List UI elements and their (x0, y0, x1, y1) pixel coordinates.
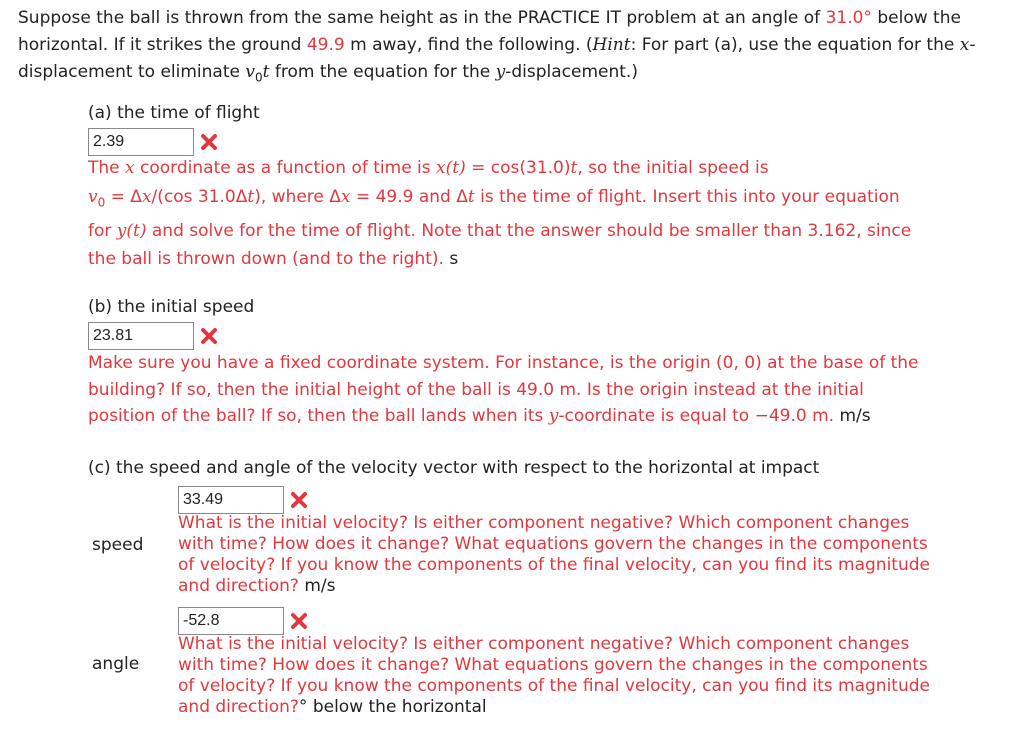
math-var: x (340, 187, 351, 207)
fb-text: Make sure you have a fixed coordinate system. For instance, is the origin (0, 0) at the base of the (88, 353, 919, 373)
fb-text: -coordinate is equal to −49.0 m. (558, 406, 835, 426)
speed-row (88, 486, 988, 596)
math-var: x (141, 187, 152, 207)
question-part: -displacement to eliminate (18, 35, 976, 82)
hint-word: Hint (592, 35, 631, 55)
fb-text: and direction? (178, 697, 299, 717)
x-mark-icon (290, 491, 308, 509)
question-part: from the equation for the (269, 62, 496, 82)
fb-text: ), where Δ (254, 187, 341, 207)
question-part: : For part (a), use the equation for the (630, 35, 960, 55)
math-var: x (125, 158, 135, 178)
fb-text: coordinate as a function of time is (134, 158, 437, 178)
fb-text: is the time of flight. Insert this into your equation (474, 187, 900, 207)
part-a-label: (a) the time of flight (88, 103, 260, 123)
part-c (88, 455, 988, 481)
fb-text: , so the initial speed is (577, 158, 769, 178)
question-part: Suppose the ball is thrown from the same height as in the PRACTICE IT problem at an angle of (18, 8, 826, 28)
math-var: v (245, 62, 255, 82)
math-sub: 0 (254, 70, 263, 85)
math-var: t (247, 187, 255, 207)
unit-label: s (443, 249, 459, 270)
fb-text: building? If so, then the initial height of the ball is 49.0 m. Is the origin instead at the initial (88, 379, 864, 400)
angle-feedback (178, 634, 958, 718)
fb-text: of velocity? If you know the components of the final velocity, can you find its magnitude (178, 555, 930, 575)
part-b-label: (b) the initial speed (88, 297, 255, 317)
unit-label: m/s (834, 406, 871, 426)
math-sub: 0 (97, 195, 106, 210)
math-var: y(t) (116, 221, 147, 242)
part-b (88, 294, 988, 430)
math-var: v (88, 187, 98, 207)
math-var: t (467, 187, 475, 207)
question-part: below the horizontal. If it strikes the ground (18, 8, 961, 55)
question-text (18, 5, 1008, 91)
fb-text: What is the initial velocity? Is either component negative? Which component changes (178, 634, 910, 654)
math-var: y (495, 62, 506, 82)
part-a (88, 100, 988, 272)
x-mark-icon (290, 612, 308, 630)
fb-text: with time? How does it change? What equations govern the changes in the components (178, 655, 928, 675)
part-b-feedback (88, 350, 988, 430)
speed-label: speed (92, 535, 144, 555)
fb-text: and direction? (178, 576, 299, 596)
math-var: x(t) (436, 158, 466, 178)
fb-text: = cos(31.0) (465, 158, 571, 178)
fb-text: = Δ (105, 187, 142, 207)
unit-label: ° below the horizontal (298, 697, 487, 717)
math-var: x (959, 35, 970, 55)
fb-text: for (88, 221, 117, 242)
fb-text: = 49.9 and Δ (350, 187, 468, 207)
question-part: m away, find the following. ( (344, 35, 593, 55)
fb-text: of velocity? If you know the components of the final velocity, can you find its magnitude (178, 676, 930, 696)
fb-text: The (88, 158, 126, 178)
math-var: t (570, 158, 578, 178)
fb-text: and solve for the time of flight. Note that the answer should be smaller than 3.162, since (146, 221, 912, 242)
x-mark-icon (200, 327, 218, 345)
fb-text: the ball is thrown down (and to the right). (88, 249, 444, 270)
angle-label: angle (92, 654, 140, 674)
fb-text: What is the initial velocity? Is either component negative? Which component changes (178, 513, 910, 533)
initial-speed-input[interactable]: 23.81 (88, 322, 194, 350)
angle-row (88, 607, 988, 722)
part-a-feedback (88, 154, 988, 272)
fb-text: /(cos 31.0Δ (151, 187, 248, 207)
unit-label: m/s (298, 576, 336, 596)
math-var: y (548, 406, 559, 426)
speed-feedback (178, 513, 958, 597)
part-c-label: (c) the speed and angle of the velocity vector with respect to the horizontal at impact (88, 458, 820, 478)
time-of-flight-input[interactable]: 2.39 (88, 128, 194, 156)
x-mark-icon (200, 133, 218, 151)
final-speed-input[interactable]: 33.49 (178, 486, 284, 514)
angle-value: 31.0° (825, 8, 872, 28)
impact-angle-input[interactable]: -52.8 (178, 607, 284, 635)
fb-text: with time? How does it change? What equations govern the changes in the components (178, 534, 928, 554)
math-var: t (262, 62, 270, 82)
distance-value: 49.9 (306, 35, 345, 55)
question-part: -displacement.) (505, 62, 638, 82)
fb-text: position of the ball? If so, then the ball lands when its (88, 406, 549, 426)
